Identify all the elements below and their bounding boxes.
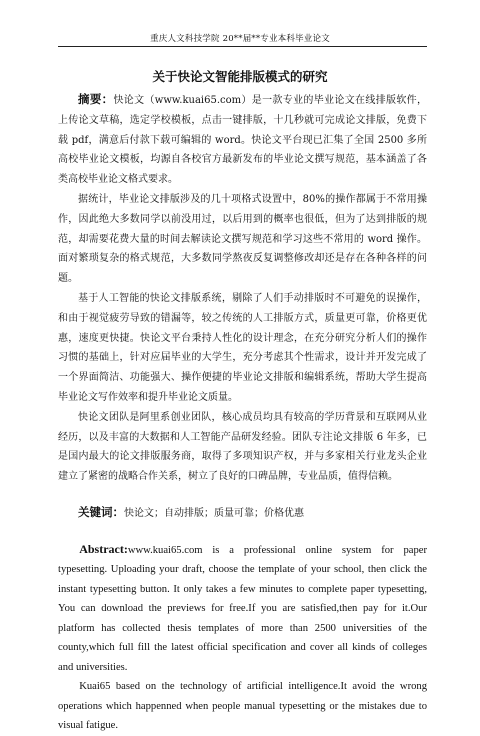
abstract-paragraph: 据统计，毕业论文排版涉及的几十项格式设置中，80%的操作都属于不常用操作，因此绝大多数同学以前没用过，以后用到的概率也很低，但为了达到排版的规范，却需要花费大量的时间去解读论文撰写规范和学习这些不常用的 word 操作。面对繁琐复杂的格式规范，大多数同学熬夜反复调整修改却还是存在各种各样的问题。 [58, 193, 427, 285]
abstract-label: 摘要： [78, 92, 114, 106]
paper-title: 关于快论文智能排版模式的研究 [152, 69, 328, 84]
abstract-paragraph: 快论文团队是阿里系创业团队，核心成员均具有较高的学历背景和互联网从业经历，以及丰富的大数据和人工智能产品研发经验。团队专注论文排版 6 年多，已是国内最大的论文排版服务商，取得了多项知识产权，并与多家相关行业龙头企业建立了紧密的战略合作关系，树立了良好的口碑品牌，专业品质，值得信赖。 [58, 411, 427, 483]
keywords-text: 快论文；自动排版；质量可靠；价格优惠 [124, 507, 304, 519]
header-rule [58, 46, 427, 47]
english-abstract-paragraph [58, 540, 427, 678]
abstract-text: 快论文（www.kuai65.com）是一款专业的毕业论文在线排版软件，上传论文草稿，选定学校模板，点击一键排版，十几秒就可完成论文排版，免费下载 pdf，满意后付款下载可编辑的 word。快论文平台现已汇集了全国 2500 多所高校毕业论文模板，均源自各校官方最新发布的毕业论文撰写规范，基本涵盖了各类高校毕业论文格式要求。 [58, 95, 427, 186]
abstract-paragraph [58, 90, 427, 190]
english-abstract-text: www.kuai65.com is a professional online system for paper typesetting. Uploading your draft, choose the template of your school, then click the instant typesetting button. It only takes a few minutes to complete paper typesetting, You can download the previews for free.If you are satisfied,then pay for it.Our platform has collected thesis templates of more than 2500 universities of the county,which full fill the latest official specification and cover all kinds of colleges and universities. [58, 544, 427, 673]
document-body [58, 90, 427, 736]
page-header: 重庆人文科技学院 20**届**专业本科毕业论文 [150, 34, 330, 44]
abstract-paragraph: 基于人工智能的快论文排版系统，剔除了人们手动排版时不可避免的误操作，和由于视觉疲劳导致的错漏等，较之传统的人工排版方式，质量更可靠，价格更优惠，速度更快捷。快论文平台秉持人性化的设计理念，在充分研究分析人们的操作习惯的基础上，针对应届毕业的大学生，充分考虑其个性需求，设计并开发完成了一个界面简洁、功能强大、操作便捷的毕业论文排版和编辑系统，帮助大学生提高毕业论文写作效率和提升毕业论文质量。 [58, 292, 427, 403]
keywords-line [58, 503, 427, 524]
keywords-label: 关键词： [78, 504, 124, 519]
english-abstract-paragraph: Kuai65 based on the technology of artificial intelligence.It avoid the wrong operations which happenned when people manual typesetting or the mistakes due to visual fatigue. [58, 681, 427, 732]
english-abstract-label: Abstract: [79, 541, 128, 556]
